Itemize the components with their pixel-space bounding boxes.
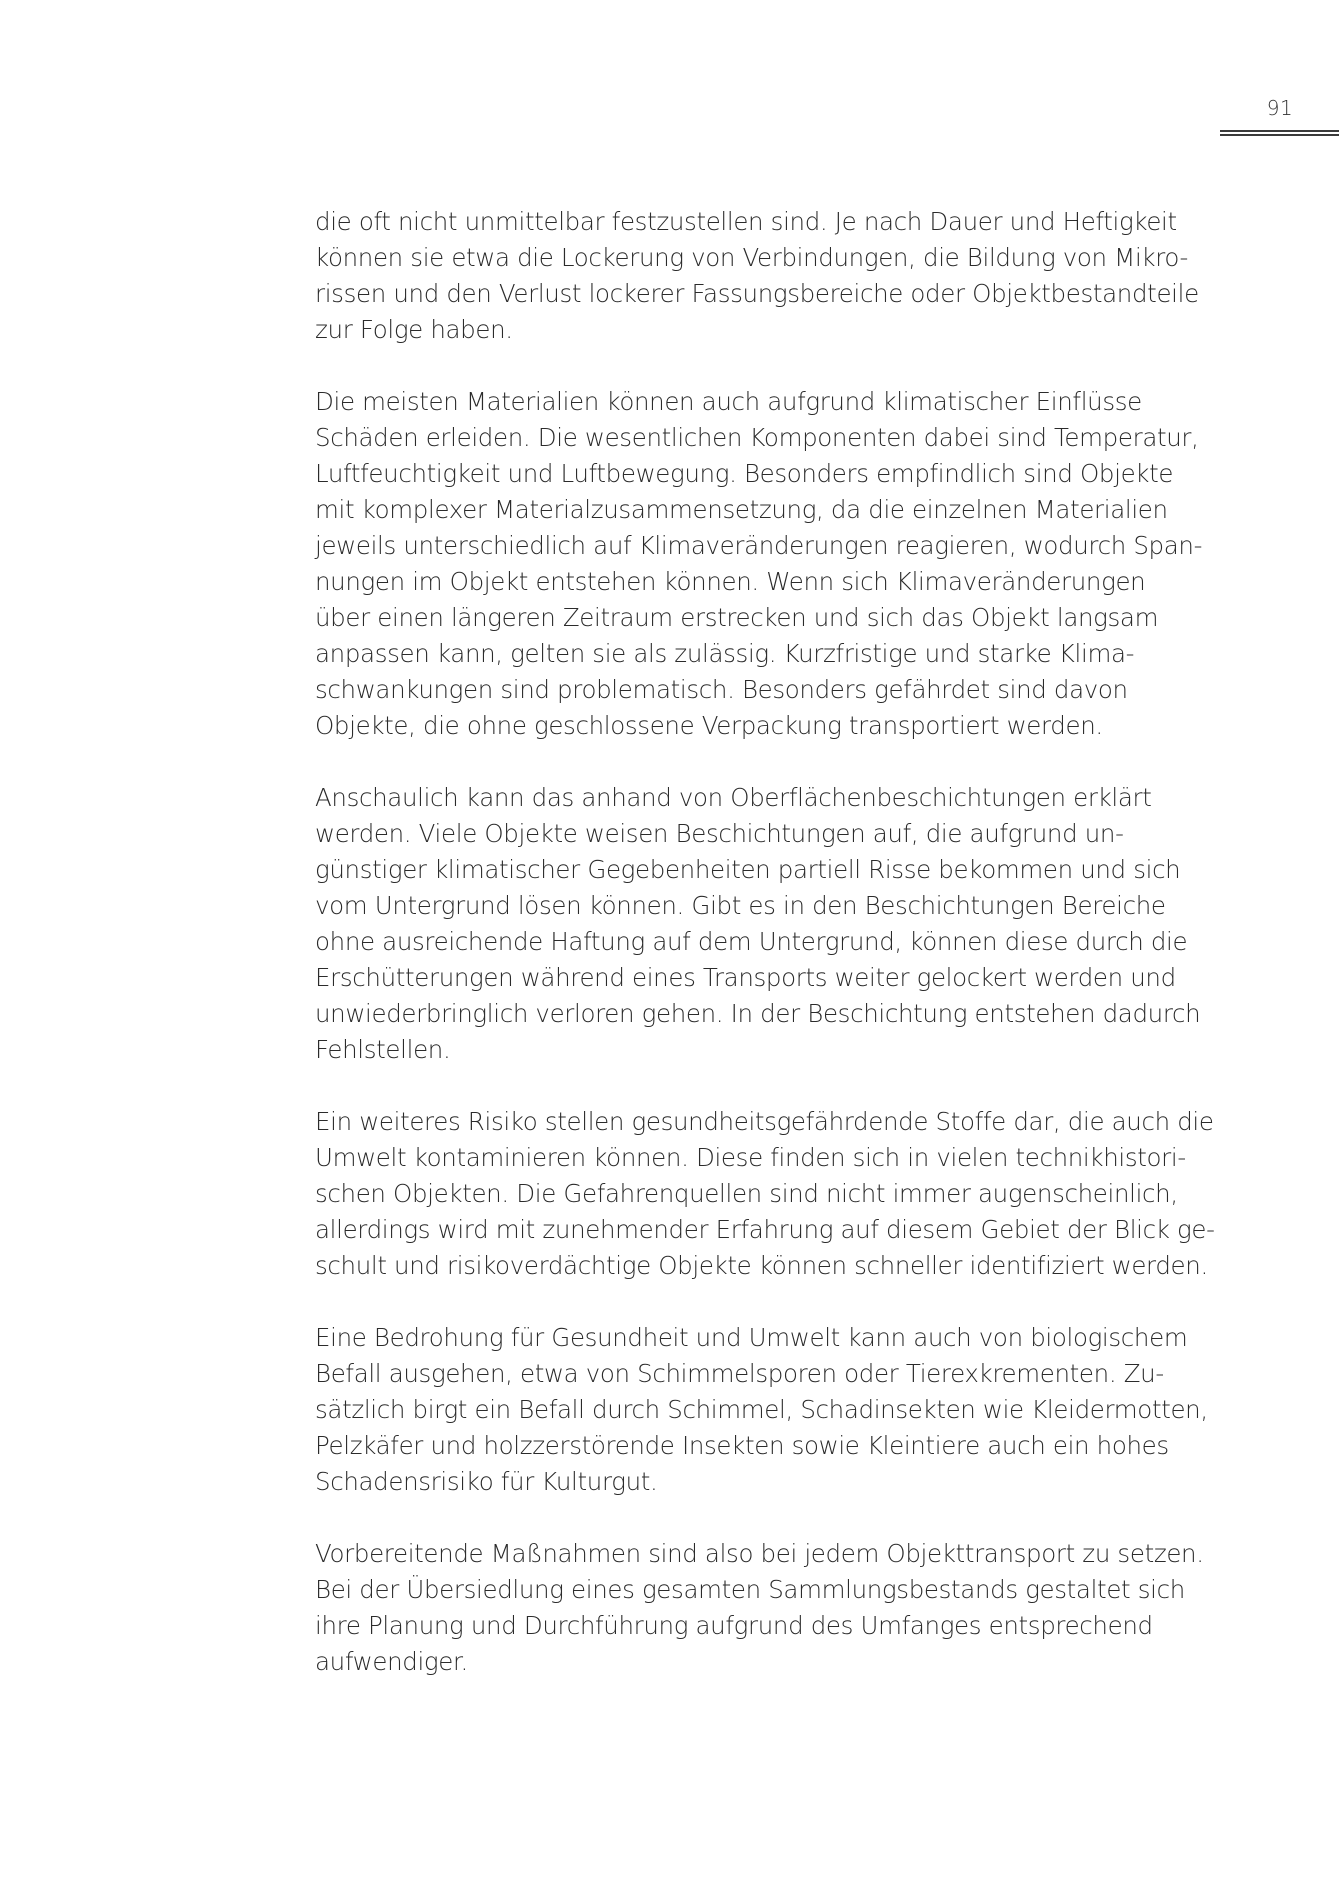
- body-text: [315, 204, 1215, 1716]
- text-line: schen Objekten. Die Gefahrenquellen sind nicht immer augenscheinlich,: [315, 1179, 1178, 1208]
- text-line: Befall ausgehen, etwa von Schimmelsporen oder Tierexkrementen. Zu-: [315, 1359, 1164, 1388]
- paragraph: [315, 1104, 1215, 1284]
- paragraph: [315, 780, 1215, 1068]
- text-line: Die meisten Materialien können auch aufgrund klimatischer Einflüsse: [315, 387, 1142, 416]
- text-line: rissen und den Verlust lockerer Fassungsbereiche oder Objektbestandteile: [315, 279, 1199, 308]
- paragraph: [315, 1320, 1215, 1500]
- text-line: Bei der Übersiedlung eines gesamten Sammlungsbestands gestaltet sich: [315, 1575, 1185, 1604]
- text-line: können sie etwa die Lockerung von Verbindungen, die Bildung von Mikro-: [315, 243, 1189, 272]
- text-line: zur Folge haben.: [315, 315, 513, 344]
- text-line: die oft nicht unmittelbar festzustellen sind. Je nach Dauer und Heftigkeit: [315, 207, 1177, 236]
- paragraph: [315, 1536, 1215, 1680]
- text-line: nungen im Objekt entstehen können. Wenn sich Klimaveränderungen: [315, 567, 1146, 596]
- text-line: Ein weiteres Risiko stellen gesundheitsgefährdende Stoffe dar, die auch die: [315, 1107, 1214, 1136]
- text-line: über einen längeren Zeitraum erstrecken und sich das Objekt langsam: [315, 603, 1159, 632]
- text-line: anpassen kann, gelten sie als zulässig. Kurzfristige und starke Klima-: [315, 639, 1135, 668]
- text-line: schwankungen sind problematisch. Besonders gefährdet sind davon: [315, 675, 1128, 704]
- text-line: schult und risikoverdächtige Objekte können schneller identifiziert werden.: [315, 1251, 1208, 1280]
- header-rule-top: [1220, 130, 1339, 132]
- text-line: Umwelt kontaminieren können. Diese finden sich in vielen technikhistori-: [315, 1143, 1186, 1172]
- paragraph: [315, 204, 1215, 348]
- text-line: Vorbereitende Maßnahmen sind also bei jedem Objekttransport zu setzen.: [315, 1539, 1204, 1568]
- text-line: Fehlstellen.: [315, 1035, 451, 1064]
- text-line: Objekte, die ohne geschlossene Verpackung transportiert werden.: [315, 711, 1103, 740]
- header-rule-bottom: [1220, 134, 1339, 136]
- text-line: sätzlich birgt ein Befall durch Schimmel, Schadinsekten wie Kleidermotten,: [315, 1395, 1208, 1424]
- paragraph: [315, 384, 1215, 744]
- text-line: vom Untergrund lösen können. Gibt es in den Beschichtungen Bereiche: [315, 891, 1166, 920]
- text-line: Schäden erleiden. Die wesentlichen Komponenten dabei sind Temperatur,: [315, 423, 1199, 452]
- text-line: ohne ausreichende Haftung auf dem Untergrund, können diese durch die: [315, 927, 1188, 956]
- text-line: ihre Planung und Durchführung aufgrund des Umfanges entsprechend: [315, 1611, 1153, 1640]
- text-line: Anschaulich kann das anhand von Oberflächenbeschichtungen erklärt: [315, 783, 1152, 812]
- text-line: jeweils unterschiedlich auf Klimaveränderungen reagieren, wodurch Span-: [315, 531, 1203, 560]
- text-line: allerdings wird mit zunehmender Erfahrung auf diesem Gebiet der Blick ge-: [315, 1215, 1215, 1244]
- text-line: unwiederbringlich verloren gehen. In der Beschichtung entstehen dadurch: [315, 999, 1201, 1028]
- text-line: mit komplexer Materialzusammensetzung, da die einzelnen Materialien: [315, 495, 1168, 524]
- text-line: werden. Viele Objekte weisen Beschichtungen auf, die aufgrund un-: [315, 819, 1124, 848]
- text-line: günstiger klimatischer Gegebenheiten partiell Risse bekommen und sich: [315, 855, 1181, 884]
- text-line: Luftfeuchtigkeit und Luftbewegung. Besonders empfindlich sind Objekte: [315, 459, 1174, 488]
- text-line: Pelzkäfer und holzzerstörende Insekten sowie Kleintiere auch ein hohes: [315, 1431, 1169, 1460]
- text-line: Erschütterungen während eines Transports weiter gelockert werden und: [315, 963, 1176, 992]
- text-line: Eine Bedrohung für Gesundheit und Umwelt kann auch von biologischem: [315, 1323, 1188, 1352]
- text-line: aufwendiger.: [315, 1647, 468, 1676]
- page-number: 91: [1266, 96, 1294, 120]
- text-line: Schadensrisiko für Kulturgut.: [315, 1467, 658, 1496]
